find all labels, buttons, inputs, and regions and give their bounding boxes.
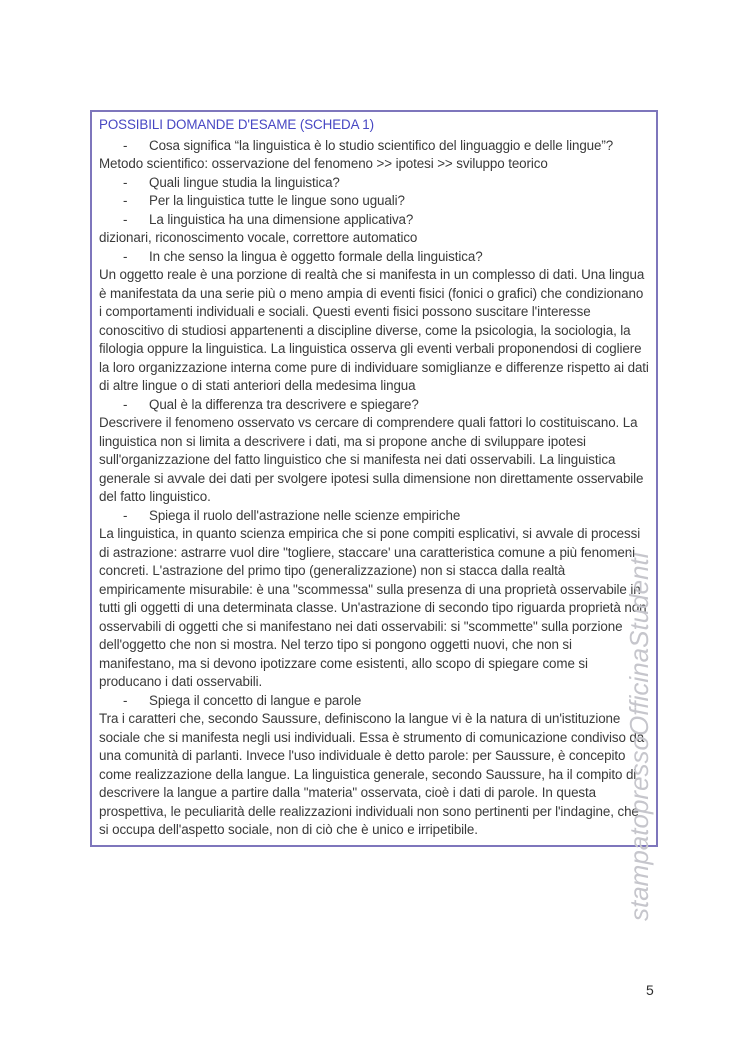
question-item <box>99 137 649 156</box>
question-text: In che senso la lingua è oggetto formale della linguistica? <box>149 248 483 264</box>
question-text: Spiega il ruolo dell'astrazione nelle scienze empiriche <box>149 507 461 523</box>
page-number: 5 <box>646 982 654 998</box>
answer-paragraph: Un oggetto reale è una porzione di realtà che si manifesta in un complesso di dati. Una lingua è manifestata da una serie più o meno ampia di eventi fisici (fonici o grafici) che condizionano i comportamenti individuali e sociali. Questi eventi fisici possono suscitare l'interesse conoscitivo di studiosi appartenenti a discipline diverse, come la psicologia, la sociologia, la filologia oppure la linguistica. La linguistica osserva gli eventi verbali proponendosi di cogliere la loro organizzazione interna come pure di individuare somiglianze e differenze rispetto ai dati di altre lingue o di stati anteriori della medesima lingua <box>99 267 649 393</box>
answer-paragraph: dizionari, riconoscimento vocale, correttore automatico <box>99 230 418 245</box>
answer-paragraph: Metodo scientifico: osservazione del fenomeno >> ipotesi >> sviluppo teorico <box>99 156 548 171</box>
question-text: Per la linguistica tutte le lingue sono uguali? <box>149 193 405 208</box>
question-item <box>99 507 649 526</box>
question-text: Qual è la differenza tra descrivere e spiegare? <box>149 396 419 412</box>
question-text: Cosa significa “la linguistica è lo studio scientifico del linguaggio e delle lingue”? <box>149 137 614 153</box>
watermark: stampatopressoOfficinaStudenti <box>624 552 654 921</box>
question-item <box>99 248 649 267</box>
bullet-dash: - <box>123 211 128 227</box>
question-text: Spiega il concetto di langue e parole <box>149 692 362 708</box>
answer-paragraph: Descrivere il fenomeno osservato vs cercare di comprendere quali fattori lo costituiscano. La linguistica non si limita a descrivere i dati, ma si propone anche di sviluppare ipotesi sull'organizzazione del fatto linguistico che si manifesta nei dati osservabili. La linguistica generale si avvale dei dati per svolgere ipotesi sulla dimensione non direttamente osservabile del fatto linguistico. <box>99 415 644 504</box>
bullet-dash: - <box>123 396 128 412</box>
answer-paragraph: La linguistica, in quanto scienza empirica che si pone compiti esplicativi, si avvale di processi di astrazione: astrarre vuol dire "togliere, staccare' una caratteristica comune a più fenomeni concreti. L'astrazione del primo tipo (generalizzazione) non si stacca dalla realtà empiricamente misurabile: è una "scommessa" sulla presenza di una proprietà osservabile in tutti gli oggetti di una determinata classe. Un'astrazione di secondo tipo riguarda proprietà non osservabili di oggetti che si manifestano nei dati osservabili: si "scommette" sulla porzione dell'oggetto che non si mostra. Nel terzo tipo si pongono oggetti nuovi, che non si manifestano, ma si devono ipotizzare come esistenti, allo scopo di spiegare come si producano i dati osservabili. <box>99 526 647 689</box>
exam-questions-box <box>90 110 658 847</box>
question-text: Quali lingue studia la linguistica? <box>149 174 340 190</box>
question-item <box>99 396 649 415</box>
answer-paragraph: Tra i caratteri che, secondo Saussure, definiscono la langue vi è la natura di un'istituzione sociale che si manifesta negli usi individuali. Essa è strumento di comunicazione condiviso da una comunità di parlanti. Invece l'uso individuale è detto parole: per Saussure, è concepito come realizzazione della langue. La linguistica generale, secondo Saussure, ha il compito di descrivere la langue a partire dalla "materia" osservata, cioè i dati di parole. In questa prospettiva, le peculiarità delle realizzazioni individuali non sono pertinenti per l'indagine, che si occupa dell'aspetto sociale, non di ciò che è unico e irripetibile. <box>99 711 645 837</box>
question-item <box>99 692 649 711</box>
question-item <box>99 211 649 230</box>
question-item <box>99 192 649 211</box>
document-heading: POSSIBILI DOMANDE D'ESAME (SCHEDA 1) <box>99 117 375 132</box>
bullet-dash: - <box>123 174 128 190</box>
bullet-dash: - <box>123 248 128 264</box>
question-text: La linguistica ha una dimensione applicativa? <box>149 211 414 227</box>
bullet-dash: - <box>123 692 128 708</box>
bullet-dash: - <box>123 507 128 523</box>
bullet-dash: - <box>123 193 128 208</box>
bullet-dash: - <box>123 137 128 153</box>
question-item <box>99 174 649 193</box>
